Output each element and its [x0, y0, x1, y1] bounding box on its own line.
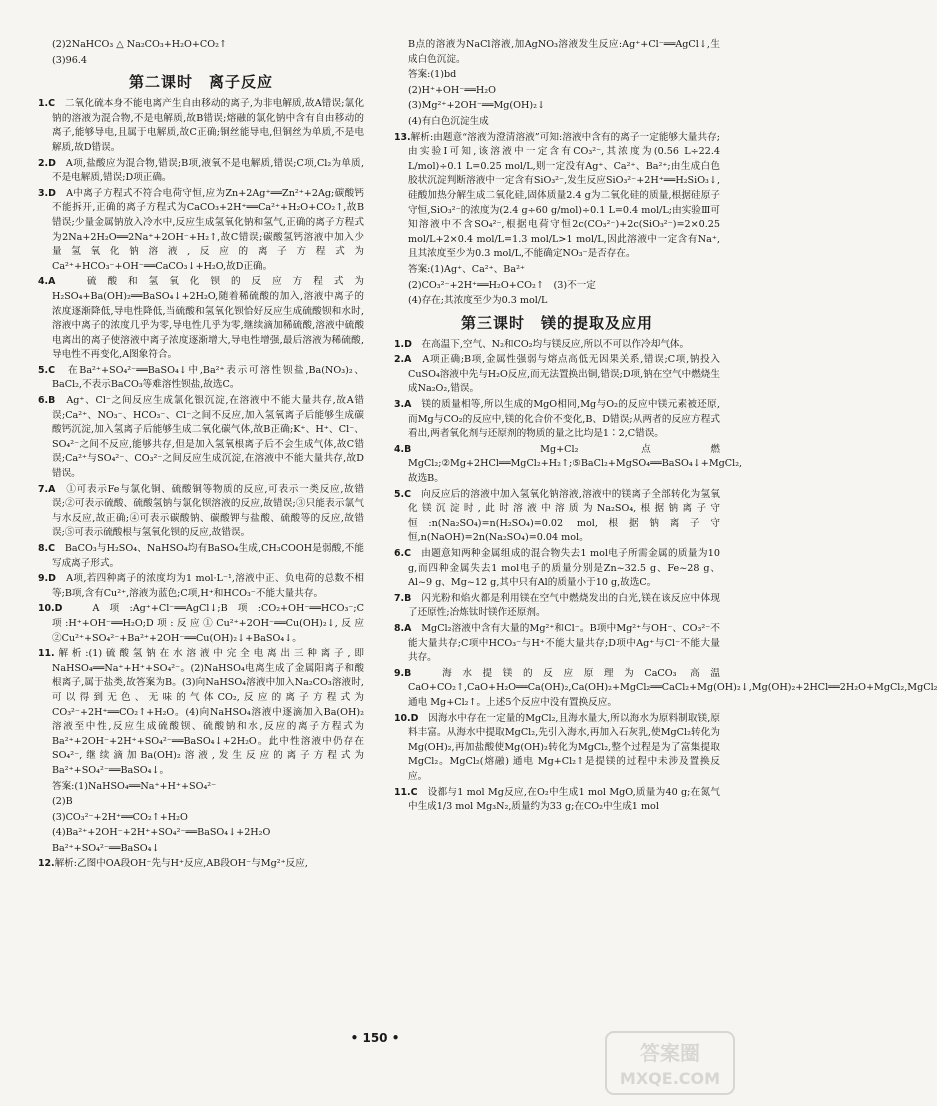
section-title: 第三课时 镁的提取及应用 — [460, 313, 653, 332]
item-number: 12. — [38, 858, 55, 870]
answer-line — [394, 279, 720, 294]
answer-item — [394, 592, 720, 621]
item-text: 海水提镁的反应原理为CaCO₃ 高温 CaO+CO₂↑,CaO+H₂O══Ca(OH)₂,Ca(OH)₂+MgCl₂══CaCl₂+Mg(OH)₂↓,Mg(OH)₂+2HCl══2H₂O+MgCl₂,MgCl₂ 通电 Mg+Cl₂↑。上述5个反应中没有置换反应。 — [408, 667, 937, 708]
item-number: 11.C — [394, 786, 418, 798]
item-number: 10.D — [394, 712, 419, 724]
item-text: ①可表示Fe与氯化铜、硫酸铜等物质的反应,可表示一类反应,故错误;②可表示硫酸、硫酸氢钠与氯化钡溶液的反应,故错误;③只能表示氯气与水反应,故正确;④可表示碳酸钠、碳酸钾与盐酸、硫酸等的反应,故错误;⑤可表示硫酸根与氢氧化钡的反应,故错误。 — [52, 483, 364, 539]
answer-item — [38, 275, 364, 363]
answer-item — [38, 542, 364, 571]
answer-line — [394, 115, 720, 130]
item-number: 7.B — [394, 592, 412, 604]
answer-line — [394, 294, 720, 309]
item-text: 解析:由题意“溶液为澄清溶液”可知:溶液中含有的离子一定能够大量共存;由实验Ⅰ可知,该溶液中一定含有CO₃²⁻,其浓度为(0.56 L÷22.4 L/mol)÷0.1 L=0.25 mol/L,则一定没有Ag⁺、Ca²⁺、Ba²⁺;由生成白色胶状沉淀判断溶液中一定含有SiO₃²⁻,发生反应SiO₃²⁻+2H⁺══H₂SiO₃↓,硅酸加热分解生成二氧化硅,固体质量2.4 g为二氧化硅的质量,根据硅原子守恒,SiO₃²⁻的浓度为(2.4 g÷60 g/mol)÷0.1 L=0.4 mol/L;由实验Ⅲ可知溶液中不含SO₄²⁻,根据电荷守恒2c(CO₃²⁻)+2c(SiO₃²⁻)=2×0.25 mol/L+2×0.4 mol/L=1.3 mol/L>1 mol/L,因此溶液中一定含有Na⁺,且其浓度至少为0.3 mol/L,不能确定NO₃⁻是否存在。 — [408, 131, 720, 260]
answer-item — [394, 131, 720, 262]
item-text: (4)存在;其浓度至少为0.3 mol/L — [408, 295, 548, 307]
item-text: 解析:乙图中OA段OH⁻先与H⁺反应,AB段OH⁻与Mg²⁺反应, — [54, 858, 308, 870]
right-column — [394, 38, 937, 816]
item-text: (2)H⁺+OH⁻══H₂O — [408, 84, 496, 96]
item-text: A项,若四种离子的浓度均为1 mol·L⁻¹,溶液中正、负电荷的总数不相等;B项,含有Cu²⁺,溶液为蓝色;C项,H⁺和HCO₃⁻不能大量共存。 — [52, 573, 364, 599]
answer-item — [394, 398, 720, 442]
item-text: A项,盐酸应为混合物,错误;B项,液氧不是电解质,错误;C项,Cl₂为单质,不是电解质,错误;D项正确。 — [52, 157, 364, 184]
answer-item — [394, 338, 720, 353]
item-number: 3.D — [38, 187, 56, 199]
answer-line — [38, 795, 364, 810]
answer-line — [38, 842, 364, 857]
item-text: (3)CO₃²⁻+2H⁺══CO₂↑+H₂O — [52, 811, 188, 823]
answer-item — [394, 622, 720, 666]
item-text: 解析:(1)硫酸氢钠在水溶液中完全电离出三种离子,即NaHSO₄══Na⁺+H⁺+SO₄²⁻。(2)NaHSO₄电离生成了金属阳离子和酸根离子,属于盐类,故答案为B。(3)向NaHSO₄溶液中加入Na₂CO₃溶液时,可以得到无色、无味的气体CO₂,反应的离子方程式为CO₃²⁻+2H⁺══CO₂↑+H₂O。(4)向NaHSO₄溶液中逐滴加入Ba(OH)₂溶液至中性,反应生成硫酸钡、硫酸钠和水,反应的离子方程式为Ba²⁺+2OH⁻+2H⁺+SO₄²⁻══BaSO₄↓+2H₂O。此中性溶液中仍存在SO₄²⁻,继续滴加Ba(OH)₂溶液,发生反应的离子方程式为Ba²⁺+SO₄²⁻══BaSO₄↓。 — [52, 648, 364, 776]
item-number: 2.D — [38, 157, 56, 169]
item-number: 11. — [38, 648, 55, 660]
answer-line — [38, 54, 364, 69]
item-text: (4)Ba²⁺+2OH⁻+2H⁺+SO₄²⁻══BaSO₄↓+2H₂O — [52, 827, 271, 839]
item-number: 4.B — [394, 443, 412, 455]
item-number: 8.A — [394, 622, 412, 634]
answer-item — [394, 786, 720, 815]
item-number: 5.C — [394, 488, 411, 500]
item-number: 9.B — [394, 667, 412, 679]
item-text: 由题意知两种金属组成的混合物失去1 mol电子所需金属的质量为10 g,而四种金属失去1 mol电子的质量分别是Zn~32.5 g、Fe~28 g、Al~9 g、Mg~12 g,其中只有Al的质量小于10 g,故选C。 — [408, 548, 720, 589]
item-text: BaCO₃与H₂SO₄、NaHSO₄均有BaSO₄生成,CH₃COOH是弱酸,不能写成离子形式。 — [52, 543, 364, 569]
answer-item — [38, 572, 364, 601]
answer-item — [38, 97, 364, 155]
answer-item — [38, 157, 364, 186]
answer-line — [38, 38, 364, 53]
item-text: 二氧化硫本身不能电离产生自由移动的离子,为非电解质,故A错误;氯化钠的溶液为混合物,不是电解质,故B错误;熔融的氯化钠中含有自由移动的离子,能够导电,且属于电解质,故C正确;铜丝能导电,但铜丝为单质,不是电解质,故D错误。 — [52, 98, 364, 153]
item-text: B点的溶液为NaCl溶液,加AgNO₃溶液发生反应:Ag⁺+Cl⁻══AgCl↓,生成白色沉淀。 — [408, 39, 720, 65]
item-text: MgCl₂溶液中含有大量的Mg²⁺和Cl⁻。B项中Mg²⁺与OH⁻、CO₃²⁻不能大量共存;C项中HCO₃⁻与H⁺不能大量共存;D项中Ag⁺与Cl⁻不能大量共存。 — [408, 622, 720, 664]
item-text: 答案:(1)Ag⁺、Ca²⁺、Ba²⁺ — [408, 263, 525, 275]
watermark-logo — [604, 1030, 736, 1096]
item-text: Ba²⁺+SO₄²⁻══BaSO₄↓ — [52, 842, 160, 854]
answer-line — [394, 84, 720, 99]
answer-item — [38, 857, 364, 872]
answer-line — [394, 263, 720, 278]
item-number: 3.A — [394, 399, 412, 411]
item-number: 8.C — [38, 543, 55, 554]
item-text: 硫酸和氢氧化钡的反应方程式为H₂SO₄+Ba(OH)₂══BaSO₄↓+2H₂O,随着稀硫酸的加入,溶液中离子的浓度逐渐降低,导电性降低,当硫酸和氢氧化钡恰好反应生成硫酸钡和水时,溶液中离子的浓度几乎为零,导电性几乎为零,继续滴加稀硫酸,溶液中硫酸电离出的离子使溶液中离子浓度逐渐增大,导电性增强,最后溶液为稀硫酸,导电性不再变化,A图象符合。 — [52, 276, 364, 361]
answer-item — [38, 394, 364, 482]
answer-item — [394, 353, 720, 397]
section-title: 第二课时 离子反应 — [128, 73, 273, 92]
item-number: 1.C — [38, 98, 55, 110]
item-text: Mg+Cl₂ 点燃 MgCl₂;②Mg+2HCl══MgCl₂+H₂↑;⑤BaCl₂+MgSO₄══BaSO₄↓+MgCl₂,故选B。 — [408, 443, 743, 485]
answer-line — [38, 811, 364, 826]
left-column — [38, 38, 364, 873]
item-text: (2)2NaHCO₃ △ Na₂CO₃+H₂O+CO₂↑ — [52, 39, 227, 50]
item-number: 4.A — [38, 276, 56, 288]
answer-page — [38, 38, 937, 1068]
page-number: • 150 • — [350, 1031, 400, 1045]
item-number: 1.D — [394, 338, 412, 350]
answer-line — [394, 38, 720, 67]
item-text: 答案:(1)bd — [408, 69, 457, 81]
item-text: A中离子方程式不符合电荷守恒,应为Zn+2Ag⁺══Zn²⁺+2Ag;碳酸钙不能拆开,正确的离子方程式为CaCO₃+2H⁺══Ca²⁺+H₂O+CO₂↑,故B错误;少量金属钠放入冷水中,反应生成氢氧化钠和氢气,正确的离子方程式为2Na+2H₂O══2Na⁺+2OH⁻+H₂↑,故C错误;碳酸氢钙溶液中加入少量氢氧化钠溶液,反应的离子方程式为Ca²⁺+HCO₃⁻+OH⁻══CaCO₃↓+H₂O,故D正确。 — [52, 187, 364, 272]
item-number: 9.D — [38, 573, 56, 585]
item-text: A项:Ag⁺+Cl⁻══AgCl↓;B项:CO₂+OH⁻══HCO₃⁻;C项:H⁺+OH⁻══H₂O;D项:反应①Cu²⁺+2OH⁻══Cu(OH)₂↓,反应②Cu²⁺+SO₄²⁻+Ba²⁺+2OH⁻══Cu(OH)₂↓+BaSO₄↓。 — [52, 603, 364, 644]
answer-line — [38, 826, 364, 841]
item-text: (3)96.4 — [52, 54, 87, 66]
item-text: (2)B — [52, 796, 73, 808]
answer-item — [394, 547, 720, 591]
item-number: 5.C — [38, 364, 55, 376]
item-text: Ag⁺、Cl⁻之间反应生成氯化银沉淀,在溶液中不能大量共存,故A错误;Ca²⁺、NO₃⁻、HCO₃⁻、Cl⁻之间不反应,加入氢氧离子后能够生成碳酸钙沉淀,加入氢离子后能够生成二氧化碳气体,故B正确;K⁺、H⁺、Cl⁻、SO₄²⁻之间不反应,能够共存,但是加入氢氧根离子后不会生成气体,故C错误;Ca²⁺与SO₄²⁻、CO₃²⁻之间反应生成沉淀,在溶液中不能大量共存,故D错误。 — [52, 395, 364, 480]
item-text: (2)CO₃²⁻+2H⁺══H₂O+CO₂↑ (3)不一定 — [408, 279, 596, 291]
item-text: A项正确;B项,金属性强弱与熔点高低无因果关系,错误;C项,钠投入CuSO₄溶液中先与H₂O反应,而无法置换出铜,错误;D项,钠在空气中燃烧生成Na₂O₂,错误。 — [408, 354, 720, 395]
answer-item — [394, 443, 743, 487]
item-text: 向反应后的溶液中加入氢氧化钠溶液,溶液中的镁离子全部转化为氢氧化镁沉淀时,此时溶液中溶质为Na₂SO₄,根据钠离子守恒:n(Na₂SO₄)=n(H₂SO₄)=0.02 mol,根据钠离子守恒,n(NaOH)=2n(Na₂SO₄)=0.04 mol。 — [408, 488, 720, 544]
item-text: 答案:(1)NaHSO₄══Na⁺+H⁺+SO₄²⁻ — [52, 780, 217, 792]
answer-line — [38, 780, 364, 795]
item-text: (4)有白色沉淀生成 — [408, 115, 489, 127]
svg-text:答案圈: 答案圈 — [640, 1041, 700, 1065]
answer-item — [394, 667, 937, 711]
answer-line — [394, 99, 720, 114]
item-number: 7.A — [38, 483, 56, 495]
answer-line — [394, 68, 720, 83]
item-text: 在高温下,空气、N₂和CO₂均与镁反应,所以不可以作冷却气体。 — [411, 338, 690, 350]
item-text: 闪光粉和焰火都是利用镁在空气中燃烧发出的白光,镁在该反应中体现了还原性;冶炼钛时镁作还原剂。 — [408, 592, 720, 619]
answer-item — [394, 488, 720, 546]
svg-text:MXQE.COM: MXQE.COM — [619, 1069, 721, 1088]
item-number: 2.A — [394, 354, 412, 366]
item-number: 13. — [394, 131, 411, 143]
answer-item — [38, 602, 364, 646]
answer-item — [38, 483, 364, 541]
answer-item — [394, 712, 720, 785]
item-number: 6.C — [394, 548, 411, 559]
item-text: 因海水中存在一定量的MgCl₂,且海水量大,所以海水为原料制取镁,原料丰富。从海水中提取MgCl₂,先引入海水,再加入石灰乳,使MgCl₂转化为Mg(OH)₂,再加盐酸使Mg(OH)₂转化为MgCl₂,整个过程是为了富集提取MgCl₂。MgCl₂(熔融) 通电 Mg+Cl₂↑是提镁的过程中未涉及置换反应。 — [408, 712, 720, 782]
item-number: 10.D — [38, 603, 63, 615]
item-text: 在Ba²⁺+SO₄²⁻══BaSO₄↓中,Ba²⁺表示可溶性钡盐,Ba(NO₃)₂、BaCl₂,不表示BaCO₃等难溶性钡盐,故选C。 — [52, 364, 364, 391]
answer-item — [38, 364, 364, 393]
item-text: (3)Mg²⁺+2OH⁻══Mg(OH)₂↓ — [408, 100, 546, 112]
item-text: 镁的质量相等,所以生成的MgO相同,Mg与O₂的反应中镁元素被还原,而Mg与CO₂的反应中,镁的化合价不变化,B、D错误;从两者的反应方程式看出,两者氧化剂与还原剂的物质的量之比均是1∶2,C错误。 — [408, 399, 720, 440]
item-text: 设都与1 mol Mg反应,在O₂中生成1 mol MgO,质量为40 g;在氮气中生成1/3 mol Mg₃N₂,质量约为33 g;在CO₂中生成1 mol — [408, 786, 720, 813]
item-number: 6.B — [38, 395, 56, 407]
answer-item — [38, 187, 364, 275]
answer-item — [38, 647, 364, 778]
